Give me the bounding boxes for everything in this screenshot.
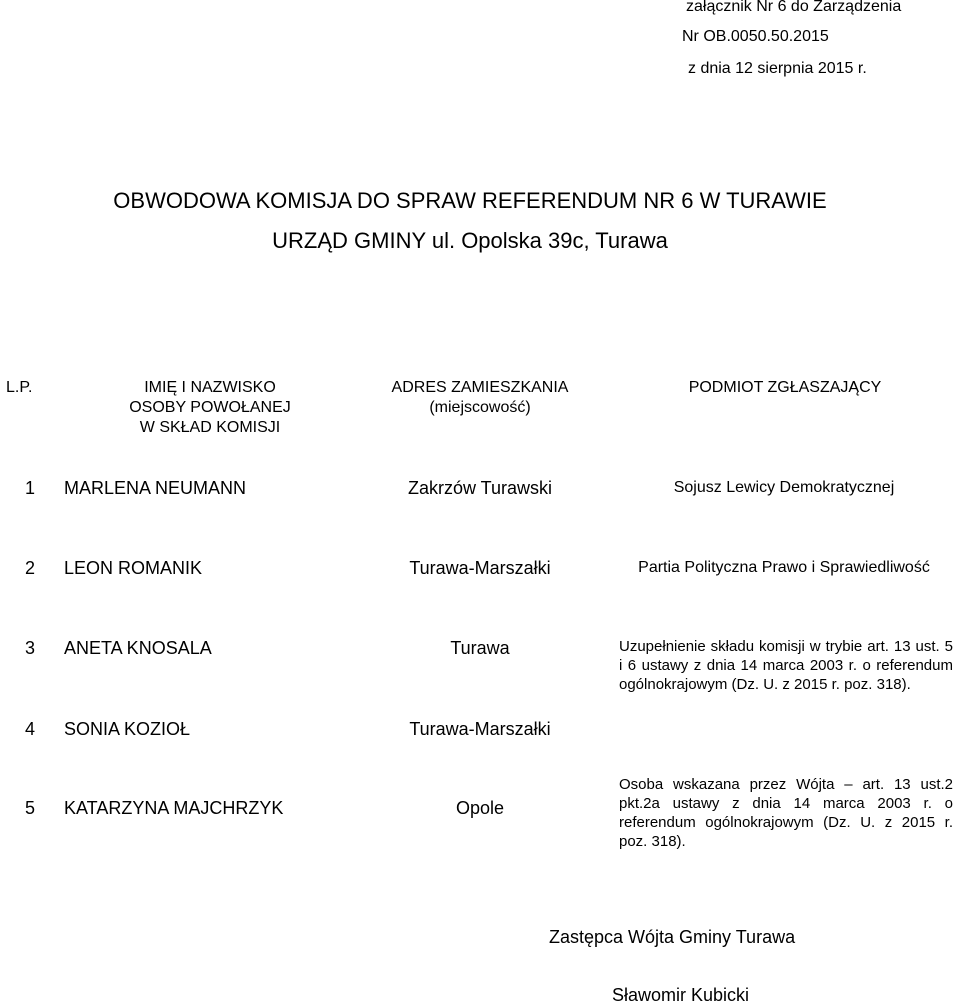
row-4-address: Turawa-Marszałki: [409, 719, 551, 739]
row-1-address: Zakrzów Turawski: [407, 478, 553, 498]
header-name: [60, 378, 360, 438]
header-name-line-3: W SKŁAD KOMISJI: [139, 419, 281, 436]
row-4-name: SONIA KOZIOŁ: [64, 719, 191, 739]
header-address-line-2: (miejscowość): [429, 399, 531, 416]
row-3-address: Turawa: [450, 638, 510, 658]
header-address-line-1: ADRES ZAMIESZKANIA: [391, 379, 569, 396]
row-1-name: MARLENA NEUMANN: [64, 478, 247, 498]
attachment-line-3: z dnia 12 sierpnia 2015 r.: [688, 60, 867, 77]
row-4-lp: 4: [25, 719, 36, 739]
row-5-lp: 5: [25, 798, 36, 818]
attachment-line-2: Nr OB.0050.50.2015: [682, 28, 829, 45]
row-3-name: ANETA KNOSALA: [64, 638, 212, 658]
row-5-address: Opole: [455, 798, 505, 818]
header-name-line-1: IMIĘ I NAZWISKO: [144, 379, 276, 396]
header-lp: L.P.: [6, 379, 33, 396]
row-2-lp: 2: [25, 558, 36, 578]
attachment-line-1: załącznik Nr 6 do Zarządzenia: [686, 0, 902, 15]
document-title: OBWODOWA KOMISJA DO SPRAW REFERENDUM NR 6 W TURAWIE: [113, 188, 827, 213]
row-1-subject: Sojusz Lewicy Demokratycznej: [673, 479, 895, 496]
signatory-name: Sławomir Kubicki: [612, 985, 750, 1005]
rows-3-4-subject-note: Uzupełnienie składu komisji w trybie art. 13 ust. 5 i 6 ustawy z dnia 14 marca 2003 r. o referendum ogólnokrajowym (Dz. U. z 2015 r. poz. 318).: [619, 638, 953, 693]
row-2-subject: Partia Polityczna Prawo i Sprawiedliwość: [638, 559, 930, 576]
row-5-name: KATARZYNA MAJCHRZYK: [64, 798, 284, 818]
row-5-subject-note: Osoba wskazana przez Wójta – art. 13 ust.2 pkt.2a ustawy z dnia 14 marca 2003 r. o referendum ogólnokrajowym (Dz. U. z 2015 r. poz. 318).: [619, 776, 953, 850]
header-name-line-2: OSOBY POWOŁANEJ: [129, 399, 291, 416]
row-3-lp: 3: [25, 638, 36, 658]
header-address: [330, 378, 630, 418]
document-subtitle: URZĄD GMINY ul. Opolska 39c, Turawa: [272, 228, 668, 253]
row-2-name: LEON ROMANIK: [64, 558, 203, 578]
signatory-position: Zastępca Wójta Gminy Turawa: [549, 927, 796, 947]
row-1-lp: 1: [25, 478, 36, 498]
header-subject: PODMIOT ZGŁASZAJĄCY: [688, 379, 882, 396]
row-2-address: Turawa-Marszałki: [409, 558, 551, 578]
